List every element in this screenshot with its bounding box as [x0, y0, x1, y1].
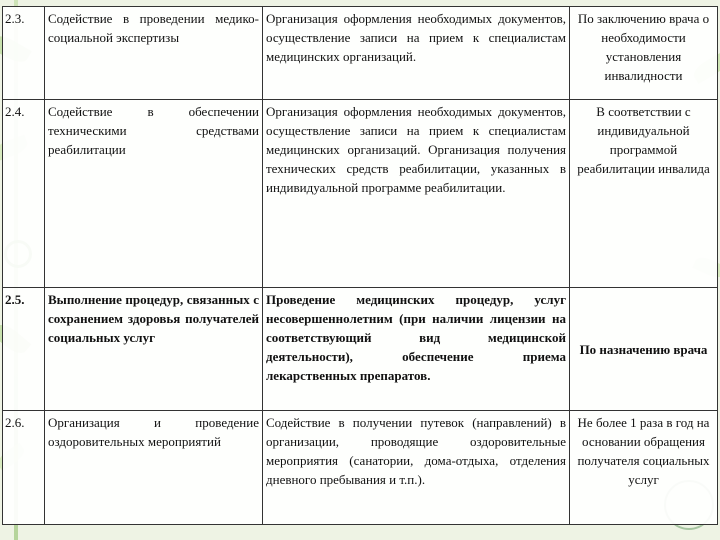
service-content: Организация оформления необходимых документов, осуществление записи на прием к специалистам медицинских организаций. Организация получения технических средств реабилитации, указанных в индивидуальной программе реабилитации.: [263, 100, 570, 288]
services-table: [2, 6, 718, 525]
row-number: 2.6.: [3, 411, 45, 525]
service-terms: По назначению врача: [570, 288, 718, 411]
service-name: Выполнение процедур, связанных с сохранением здоровья получателей социальных услуг: [45, 288, 263, 411]
row-number: 2.5.: [3, 288, 45, 411]
service-terms: Не более 1 раза в год на основании обращения получателя социальных услуг: [570, 411, 718, 525]
service-terms: По заключению врача о необходимости установления инвалидности: [570, 7, 718, 100]
service-name: Содействие в проведении медико-социальной экспертизы: [45, 7, 263, 100]
service-content: Проведение медицинских процедур, услуг несовершеннолетним (при наличии лицензии на соответствующий вид медицинской деятельности), обеспечение приема лекарственных препаратов.: [263, 288, 570, 411]
table-row: [3, 7, 718, 100]
table-row: [3, 288, 718, 411]
service-name: Организация и проведение оздоровительных мероприятий: [45, 411, 263, 525]
service-content: Содействие в получении путевок (направлений) в организации, проводящие оздоровительные мероприятия (санатории, дома-отдыха, отделения дневного пребывания и т.п.).: [263, 411, 570, 525]
service-terms: В соответствии с индивидуальной программой реабилитации инвалида: [570, 100, 718, 288]
table-row: [3, 411, 718, 525]
row-number: 2.3.: [3, 7, 45, 100]
row-number: 2.4.: [3, 100, 45, 288]
service-name: Содействие в обеспечении техническими средствами реабилитации: [45, 100, 263, 288]
table-row: [3, 100, 718, 288]
service-content: Организация оформления необходимых документов, осуществление записи на прием к специалистам медицинских организаций.: [263, 7, 570, 100]
